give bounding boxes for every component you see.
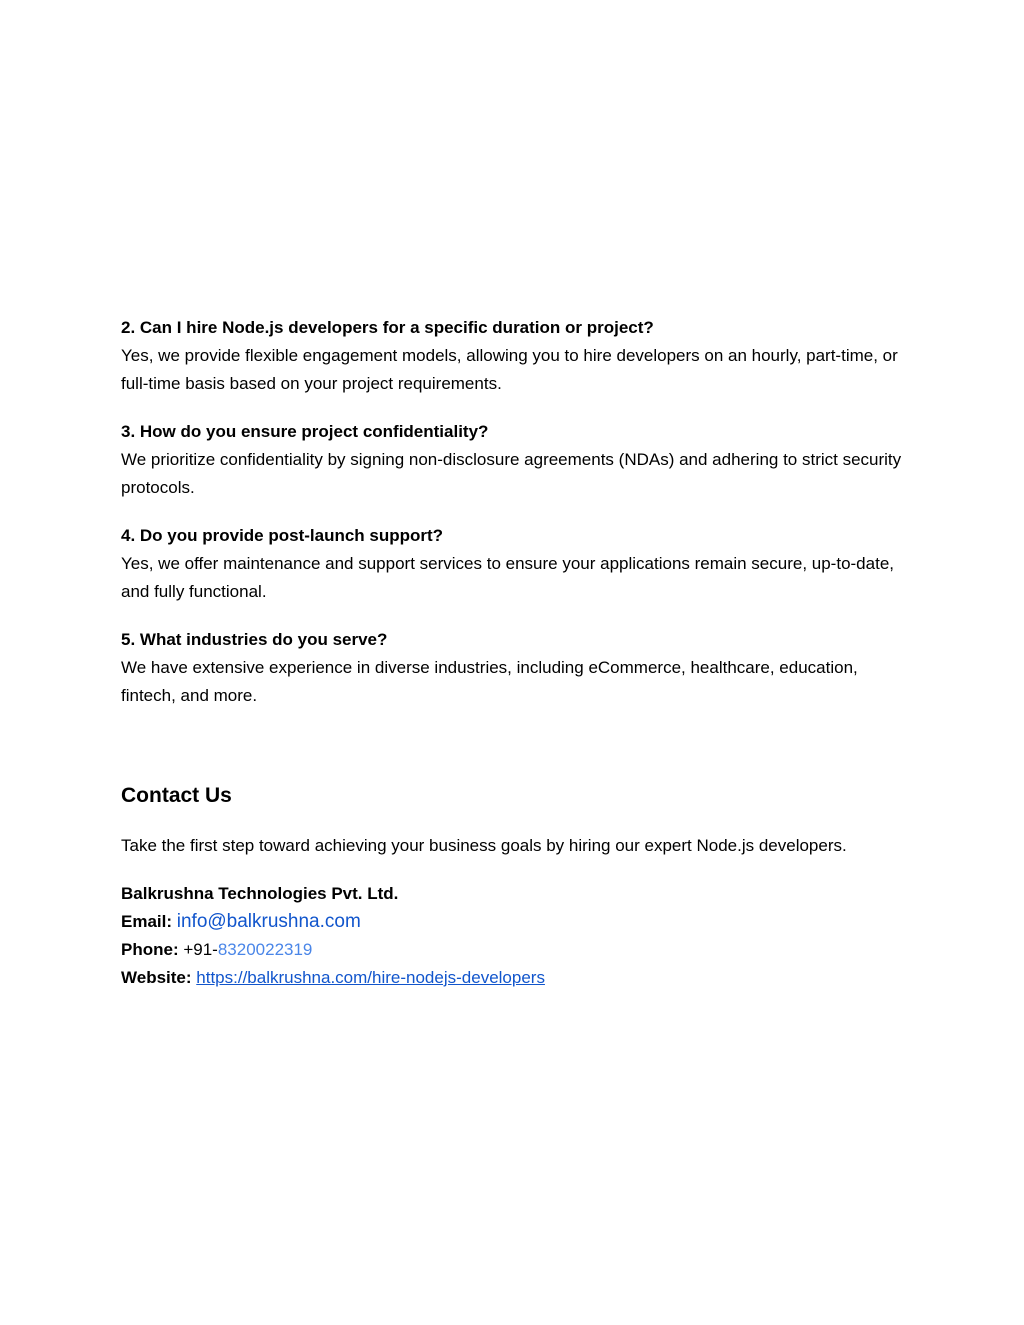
faq-item-3 [121, 418, 921, 502]
company-name: Balkrushna Technologies Pvt. Ltd. [121, 884, 399, 903]
website-line [121, 964, 921, 992]
faq-answer: We have extensive experience in diverse industries, including eCommerce, healthcare, education, fintech, and more. [121, 658, 858, 705]
website-label: Website: [121, 968, 197, 987]
document-page [121, 314, 921, 992]
phone-prefix: +91- [183, 940, 218, 959]
faq-question: 5. What industries do you serve? [121, 630, 388, 649]
faq-answer: Yes, we offer maintenance and support services to ensure your applications remain secure, up-to-date, and fully functional. [121, 554, 894, 601]
faq-item-5 [121, 626, 921, 710]
contact-heading: Contact Us [121, 784, 232, 807]
faq-question: 2. Can I hire Node.js developers for a specific duration or project? [121, 318, 654, 337]
faq-question: 3. How do you ensure project confidentiality? [121, 422, 489, 441]
email-line [121, 908, 921, 936]
faq-answer: Yes, we provide flexible engagement models, allowing you to hire developers on an hourly, part-time, or full-time basis based on your project requirements. [121, 346, 898, 393]
email-label: Email: [121, 912, 177, 931]
faq-question: 4. Do you provide post-launch support? [121, 526, 444, 545]
phone-line [121, 936, 921, 964]
phone-label: Phone: [121, 940, 184, 959]
email-link[interactable]: info@balkrushna.com [176, 911, 361, 932]
phone-number[interactable]: 8320022319 [217, 940, 313, 959]
website-link[interactable]: https://balkrushna.com/hire-nodejs-developers [196, 968, 545, 987]
contact-intro: Take the first step toward achieving your business goals by hiring our expert Node.js developers. [121, 836, 847, 855]
faq-item-2 [121, 314, 921, 398]
faq-item-4 [121, 522, 921, 606]
faq-answer: We prioritize confidentiality by signing non-disclosure agreements (NDAs) and adhering to strict security protocols. [121, 450, 902, 497]
